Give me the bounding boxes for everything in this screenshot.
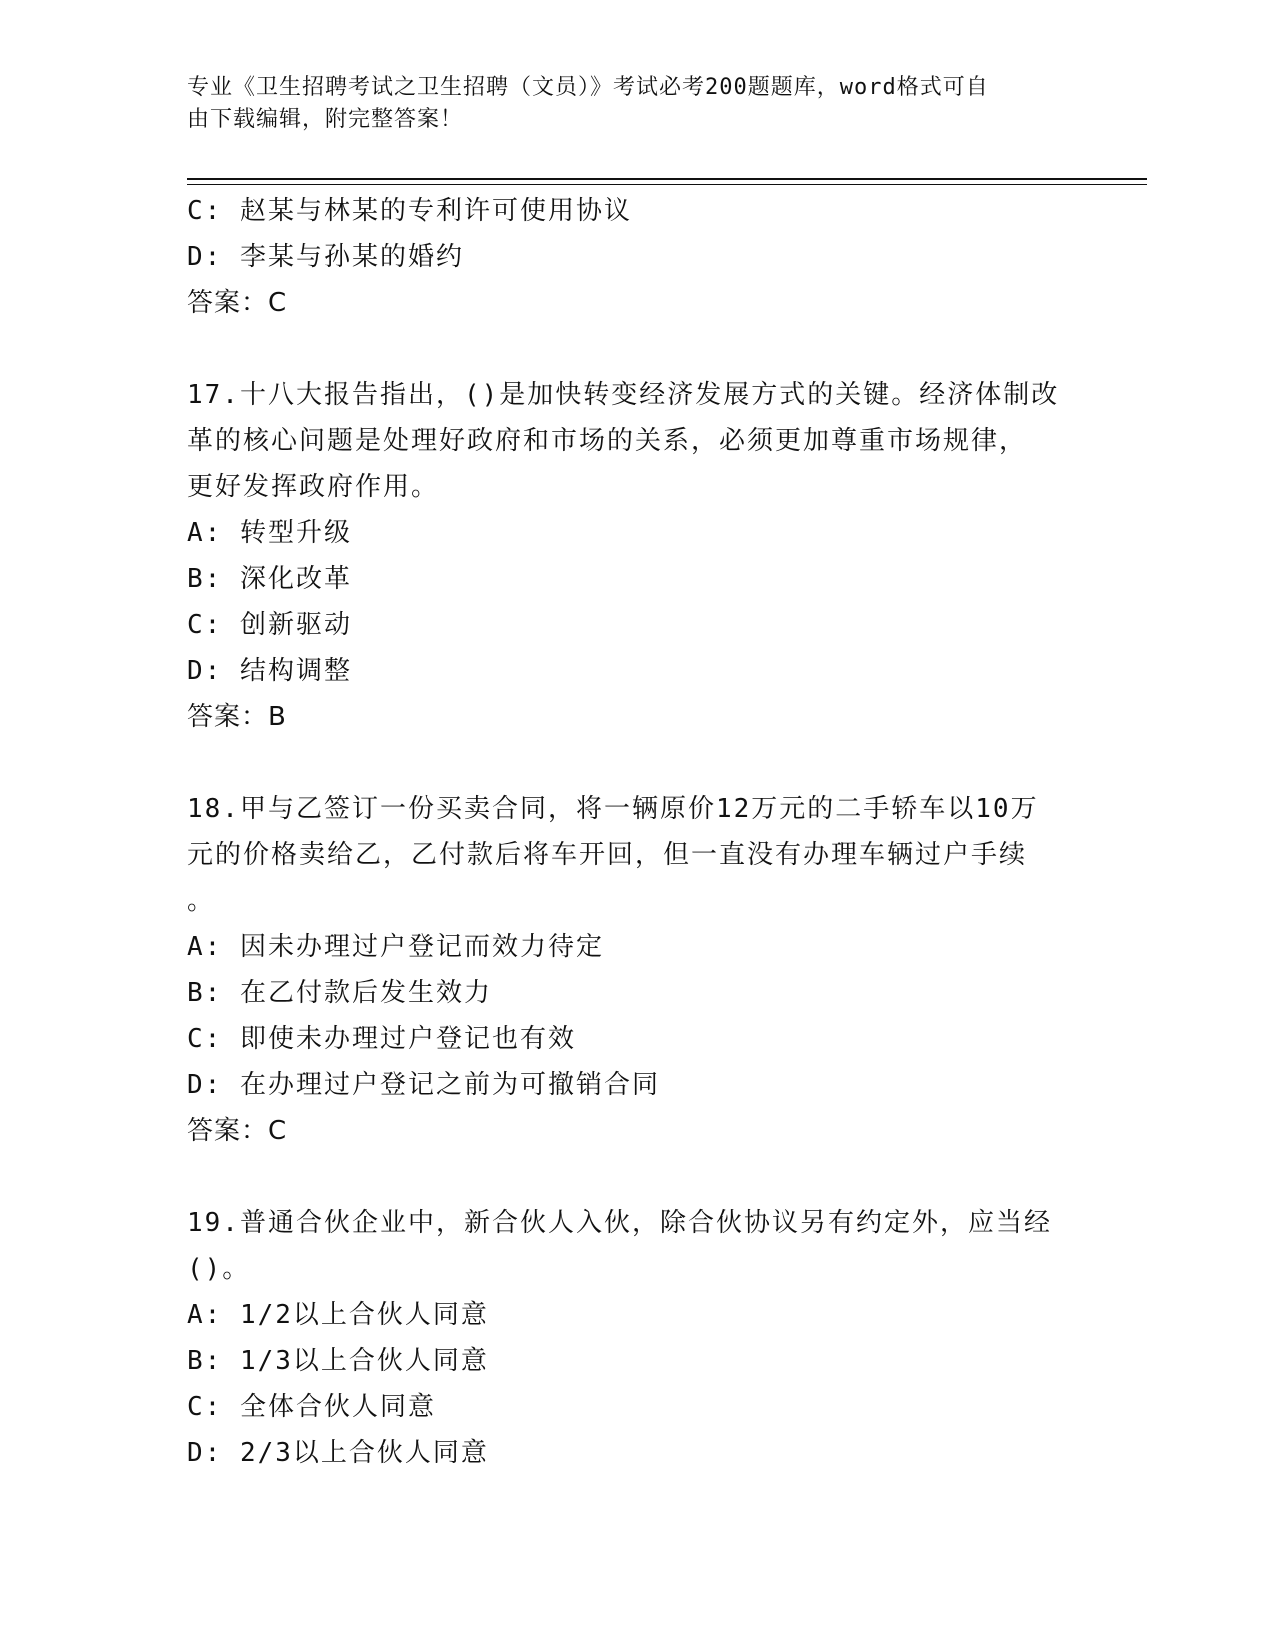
spacer xyxy=(187,326,1087,372)
question-text-line: 更好发挥政府作用。 xyxy=(187,472,440,502)
header-line-1: 专业《卫生招聘考试之卫生招聘（文员）》考试必考200题题库，word格式可自 xyxy=(187,75,989,100)
option-a: A: 转型升级 xyxy=(187,518,352,548)
spacer xyxy=(187,1154,1087,1200)
question-text-line: 元的价格卖给乙，乙付款后将车开回，但一直没有办理车辆过户手续 xyxy=(187,840,1028,870)
question-text-line: 17.十八大报告指出，()是加快转变经济发展方式的关键。经济体制改 xyxy=(187,380,1060,410)
option-d: D: 在办理过户登记之前为可撤销合同 xyxy=(187,1070,660,1100)
header-divider-thin xyxy=(187,184,1147,185)
question-text-line: 18.甲与乙签订一份买卖合同，将一辆原价12万元的二手轿车以10万 xyxy=(187,794,1039,824)
header-divider-thick xyxy=(187,178,1147,180)
option-b: B: 在乙付款后发生效力 xyxy=(187,978,492,1008)
question-text-line: ()。 xyxy=(187,1254,251,1284)
question-text-line: 。 xyxy=(187,886,216,916)
option-c: C: 赵某与林某的专利许可使用协议 xyxy=(187,196,632,226)
option-b: B: 深化改革 xyxy=(187,564,352,594)
spacer xyxy=(187,740,1087,786)
option-d: D: 李某与孙某的婚约 xyxy=(187,242,464,272)
question-text-line: 19.普通合伙企业中，新合伙人入伙，除合伙协议另有约定外，应当经 xyxy=(187,1208,1052,1238)
option-a: A: 因未办理过户登记而效力待定 xyxy=(187,932,604,962)
question-text-line: 革的核心问题是处理好政府和市场的关系，必须更加尊重市场规律， xyxy=(187,426,1028,456)
question-17 xyxy=(187,372,1087,740)
option-d: D: 结构调整 xyxy=(187,656,352,686)
option-c: C: 创新驱动 xyxy=(187,610,352,640)
question-19 xyxy=(187,1200,1087,1476)
option-c: C: 即使未办理过户登记也有效 xyxy=(187,1024,576,1054)
answer-label: 答案：C xyxy=(187,1116,288,1146)
answer-label: 答案：C xyxy=(187,288,288,318)
question-16 xyxy=(187,188,1087,326)
answer-label: 答案：B xyxy=(187,702,287,732)
question-content xyxy=(187,188,1087,1476)
option-c: C: 全体合伙人同意 xyxy=(187,1392,436,1422)
option-a: A: 1/2以上合伙人同意 xyxy=(187,1300,489,1330)
option-d: D: 2/3以上合伙人同意 xyxy=(187,1438,489,1468)
document-header xyxy=(187,72,1067,136)
header-line-2: 由下载编辑，附完整答案！ xyxy=(187,107,464,132)
option-b: B: 1/3以上合伙人同意 xyxy=(187,1346,489,1376)
question-18 xyxy=(187,786,1087,1154)
